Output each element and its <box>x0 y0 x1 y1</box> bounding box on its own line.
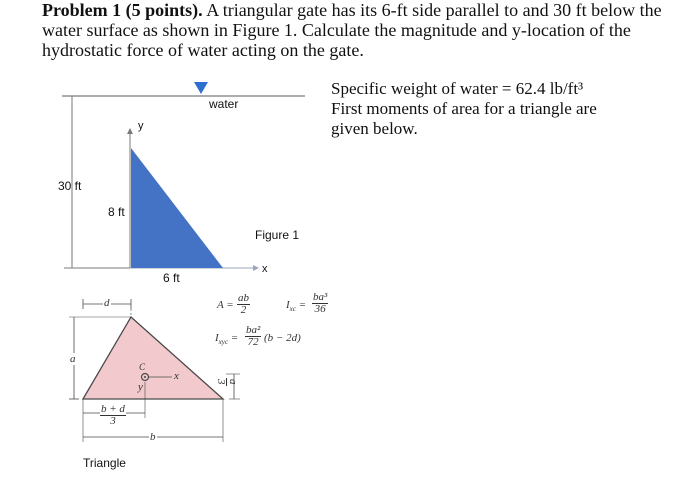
ixc-subscript: xc <box>289 305 296 314</box>
centroid-x-numerator: b + d <box>101 403 125 415</box>
centroid-x-fraction <box>100 404 126 427</box>
x-axis-label: x <box>262 263 268 275</box>
ixyc-numerator: ba² <box>246 324 261 336</box>
centroid-y-fraction <box>215 378 238 386</box>
a-label: a <box>70 353 76 365</box>
first-moments-line2: given below. <box>331 119 418 138</box>
area-fraction <box>237 293 250 316</box>
water-surface-marker-icon <box>194 82 208 94</box>
ixc-formula <box>286 299 306 313</box>
first-moments-line1: First moments of area for a triangle are <box>331 99 597 118</box>
y-axis-arrow-icon <box>127 128 133 134</box>
centroid-y-numerator: a <box>227 379 239 385</box>
area-formula-lhs: A = <box>217 299 234 311</box>
area-denominator: 2 <box>240 304 247 316</box>
water-label: water <box>209 97 239 111</box>
reference-triangle <box>83 317 223 399</box>
ixyc-subscript: xyc <box>218 338 228 347</box>
centroid-y-denominator: 3 <box>215 379 227 385</box>
centroid-y-label: y <box>138 381 143 393</box>
ixc-fraction <box>312 292 328 315</box>
centroid-c-label: C <box>139 362 146 372</box>
figure-1-caption: Figure 1 <box>255 228 300 242</box>
y-axis-label: y <box>138 120 144 132</box>
ixc-symbol: I <box>286 299 290 311</box>
ixyc-formula <box>215 332 238 346</box>
b-label: b <box>150 431 156 443</box>
height-8ft-label: 8 ft <box>108 205 125 219</box>
ixyc-tail: (b − 2d) <box>264 332 301 344</box>
triangle-caption: Triangle <box>83 456 126 470</box>
triangular-gate <box>131 148 223 268</box>
x-axis-arrow-icon <box>253 265 259 271</box>
ixyc-fraction <box>245 325 261 348</box>
ixyc-symbol: I <box>215 332 219 344</box>
d-label: d <box>104 297 110 309</box>
centroid-x-label: x <box>174 370 179 382</box>
ixc-numerator: ba³ <box>313 291 328 303</box>
centroid-x-denominator: 3 <box>110 415 116 427</box>
specific-weight-text: Specific weight of water = 62.4 lb/ft³ <box>331 79 584 98</box>
ixyc-equals: = <box>230 332 239 344</box>
depth-30ft-label: 30 ft <box>58 179 82 193</box>
ixc-denominator: 36 <box>314 303 326 315</box>
area-numerator: ab <box>238 292 249 304</box>
base-6ft-label: 6 ft <box>163 271 180 285</box>
ixyc-denominator: 72 <box>247 336 259 348</box>
problem-text: A triangular gate has its 6-ft side parallel to and 30 ft below the water surface as shown in Figure 1. Calculate the magnitude and y-location of the hydrostatic force of water acting on the gate. <box>42 0 662 60</box>
ixc-equals: = <box>298 299 307 311</box>
problem-heading: Problem 1 (5 points). <box>42 0 203 20</box>
